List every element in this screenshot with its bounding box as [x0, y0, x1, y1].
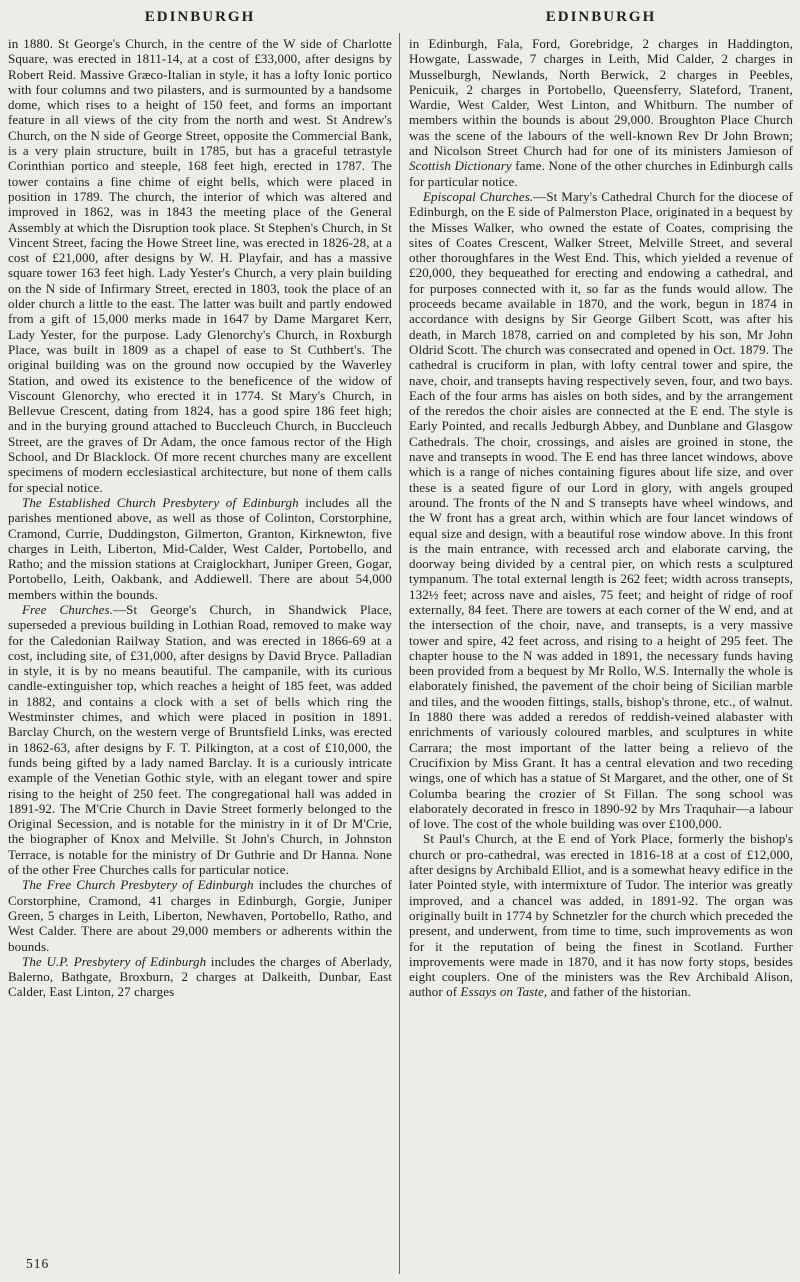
paragraph: [8, 954, 392, 1000]
italic-run: Free Churches.: [22, 601, 114, 617]
italic-run: The Free Church Presbytery of Edinburgh: [22, 877, 254, 893]
text-run: and father of the historian.: [547, 984, 691, 1000]
paragraph: [8, 495, 392, 602]
page-number: 516: [26, 1256, 50, 1271]
right-column: [409, 36, 793, 1000]
italic-run: Episcopal Churches.: [423, 188, 534, 204]
paragraph: [409, 831, 793, 999]
left-column: [8, 36, 392, 1000]
paragraph: [409, 36, 793, 189]
paragraph: [8, 36, 392, 495]
italic-run: Scottish Dictionary: [409, 158, 512, 174]
italic-run: The Established Church Presbytery of Edinburgh: [22, 494, 299, 510]
text-run: includes the churches of Corstorphine, Cramond, 41 charges in Edinburgh, Gorgie, Juniper Green, 5 charges in Leith, Liberton, Newhaven, Portobello, Ratho, and West Calder. There are about 29,000 members or adherents within the bounds.: [8, 877, 393, 954]
italic-run: The U.P. Presbytery of Edinburgh: [22, 953, 207, 969]
paragraph: [409, 189, 793, 831]
column-divider-rule: [399, 33, 400, 1274]
text-run: —St Mary's Cathedral Church for the diocese of Edinburgh, on the E side of Palmerston Place, originated in a bequest by the Misses Walker, who owned the estate of Coates, comprising the sites of Coates Crescent, Walker Street, Melville Street, and several other thoroughfares in the West End. This, which yielded a revenue of £20,000, they bequeathed for erecting and endowing a cathedral, and for purposes connected with it, so far as the funds would allow. The proceeds became available in 1870, and the work, begun in 1874 in accordance with designs by Sir George Gilbert Scott, was after his death, in March 1878, carried on and completed by his son, Mr John Oldrid Scott. The church was consecrated and opened in Oct. 1879. The cathedral is cruciform in plan, with lofty central tower and spire, the nave, choir, and transepts having respectively seven, four, and two bays. Each of the four arms has aisles on both sides, and by the arrangement of the reredos the choir aisles are connected at the E end. The style is Early Pointed, and recalls Jedburgh Abbey, and Dunblane and Glasgow Cathedrals. The choir, crossings, and aisles are groined in stone, the nave and transepts in wood. The E end has three lancet windows, above which is a range of niches containing figures about life size, and over these is a seated figure of our Lord in glory, with angels grouped around. The fronts of the N and S transepts have wheel windows, and the W front has a great arch, within which are four lancet windows of equal size and design, with a beautiful rose window above. In this front is the main entrance, with recessed arch and elaborate carving, the doorway being divided by a central pier, on which rests a sculptured tympanum. The total external length is 262 feet; width across transepts, 132½ feet; across nave and aisles, 75 feet; and height of ridge of roof externally, 84 feet. There are towers at each corner of the W end, and at the intersection of the choir, nave, and transepts, is a very massive tower and spire, 42 feet across, and rising to a height of 295 feet. The chapter house to the N was added in 1891, the necessary funds having been provided from a bequest by Mr Rollo, W.S. Internally the whole is elaborately finished, the pavement of the choir being of Sicilian marble and tiles, and the wooden fittings, stalls, bishop's throne, etc., of walnut. In 1880 there was added a reredos of reddish-veined alabaster with enrichments of variously coloured marbles, and sculptures in white Carrara; the most important of the latter being a relievo of the Crucifixion by Miss Grant. It has a central elevation and two receding wings, one of which has a statue of St Margaret, and the other, one of St Columba bearing the crozier of St Fillan. The song school was elaborately decorated in fresco in 1890-92 by Mrs Traquhair—a labour of love. The cost of the whole building was over £100,000.: [409, 188, 794, 832]
paragraph: [8, 877, 392, 953]
text-run: —St George's Church, in Shandwick Place, superseded a previous building in Lothian Road, removed to make way for the Caledonian Railway Station, and was erected in 1866-69 at a cost, including site, of £31,000, after designs by David Bryce. Palladian in style, it is by no means beautiful. The campanile, with its curious candle-extinguisher top, which reaches a height of 185 feet, was added in 1882, and contains a clock with a set of bells which ring the Westminster chimes, and which were placed in position in 1891. Barclay Church, on the western verge of Bruntsfield Links, was erected in 1862-63, after designs by F. T. Pilkington, at a cost of £10,000, the funds being gifted by a lady named Barclay. It is a curiously intricate example of the Venetian Gothic style, with an elegant tower and spire rising to the height of 250 feet. The congregational hall was added in 1891-92. The M'Crie Church in Davie Street formerly belonged to the Original Secession, and is notable for the ministry in it of Dr M'Crie, the biographer of Knox and Melville. St John's Church, in Johnston Terrace, is notable for the ministry of Dr Guthrie and Dr Hanna. None of the other Free Churches calls for particular notice.: [8, 601, 392, 878]
paragraph: [8, 602, 392, 877]
text-run: St Paul's Church, at the E end of York Place, formerly the bishop's church or pro-cathedral, was erected in 1816-18 at a cost of £12,000, after designs by Archibald Elliot, and is a somewhat heavy edifice in the later Pointed style, with intermixture of Tudor. The interior was greatly improved, and a chancel was added, in 1891-92. The organ was originally built in 1774 by Schnetzler for the church which preceded the present, and underwent, from time to time, such improvements as won for it the reputation of being the finest in Scotland. Further improvements were made in 1870, and it has now forty stops, besides eight couplers. One of the ministers was the Rev Archibald Alison, author of: [409, 831, 793, 1000]
running-head-right: EDINBURGH: [545, 9, 657, 25]
text-run: in Edinburgh, Fala, Ford, Gorebridge, 2 charges in Haddington, Howgate, Lasswade, 7 charges in Leith, Mid Calder, 2 charges in Musselburgh, Newlands, North Berwick, 2 charges in Peebles, Penicuik, 2 charges in Portobello, Queensferry, Slateford, Tranent, Wardie, West Calder, West Linton, and Whitburn. The number of members within the bounds is about 29,000. Broughton Place Church was the scene of the labours of the well-known Rev Dr John Brown; and Nicolson Street Church had for one of its ministers Jamieson of: [409, 36, 793, 159]
text-run: fame. None of the other churches in Edinburgh calls for particular notice.: [409, 158, 794, 189]
text-run: in 1880. St George's Church, in the centre of the W side of Charlotte Square, was erected in 1811-14, at a cost of £33,000, after designs by Robert Reid. Massive Græco-Italian in style, it has a lofty Ionic portico with four columns and two pilasters, and is surmounted by a handsome dome, which rises to a height of 150 feet, and forms an important feature in all views of the city from the north and west. St Andrew's Church, on the N side of George Street, opposite the Commercial Bank, is a very plain structure, built in 1785, but has a graceful tetrastyle Corinthian portico and steeple, 168 feet high, erected in 1787. The tower contains a fine chime of eight bells, which were placed in position in 1789. The church, the interior of which was altered and improved in 1862, was in 1843 the meeting place of the General Assembly at which the Disruption took place. St Stephen's Church, in St Vincent Street, facing the Howe Street line, was erected in 1826-28, at a cost of £21,000, after designs by W. H. Playfair, and has a massive square tower 163 feet high. Lady Yester's Church, a very plain building on the N side of Infirmary Street, erected in 1803, took the place of an older church a little to the east. The latter was built and partly endowed from a gift of 15,000 merks made in 1647 by Dame Margaret Kerr, Lady Yester, for the purpose. Lady Glenorchy's Church, in Roxburgh Place, was built in 1809 as a chapel of ease to St Cuthbert's. The original building was on the ground now occupied by the Waverley Station, and owed its existence to the beneficence of the widow of Viscount Glenorchy, who erected it in 1774. St Mary's Church, in Bellevue Crescent, dating from 1824, has a good spire 186 feet high; and in the burying ground attached to Buccleuch Church, in Buccleuch Street, are the graves of Dr Adam, the once famous rector of the High School, and Dr Blacklock. Of more recent churches many are excellent specimens of modern ecclesiastical architecture, but none of them calls for special notice.: [8, 36, 392, 495]
italic-run: Essays on Taste,: [460, 984, 548, 1000]
running-head-left: EDINBURGH: [144, 9, 256, 25]
text-run: includes the charges of Aberlady, Balerno, Bathgate, Broxburn, 2 charges at Dalkeith, Dunbar, East Calder, East Linton, 27 charges: [8, 953, 392, 1000]
text-run: includes all the parishes mentioned above, as well as those of Colinton, Corstorphine, Cramond, Currie, Duddingston, Gilmerton, Granton, Kirknewton, five charges in Leith, Liberton, Mid-Calder, West Calder, Portobello, and Ratho; and the mission stations at Craiglockhart, Juniper Green, Gogar, Portobello, Leith, Oakbank, and Addiewell. There are about 54,000 members within the bounds.: [8, 494, 392, 602]
